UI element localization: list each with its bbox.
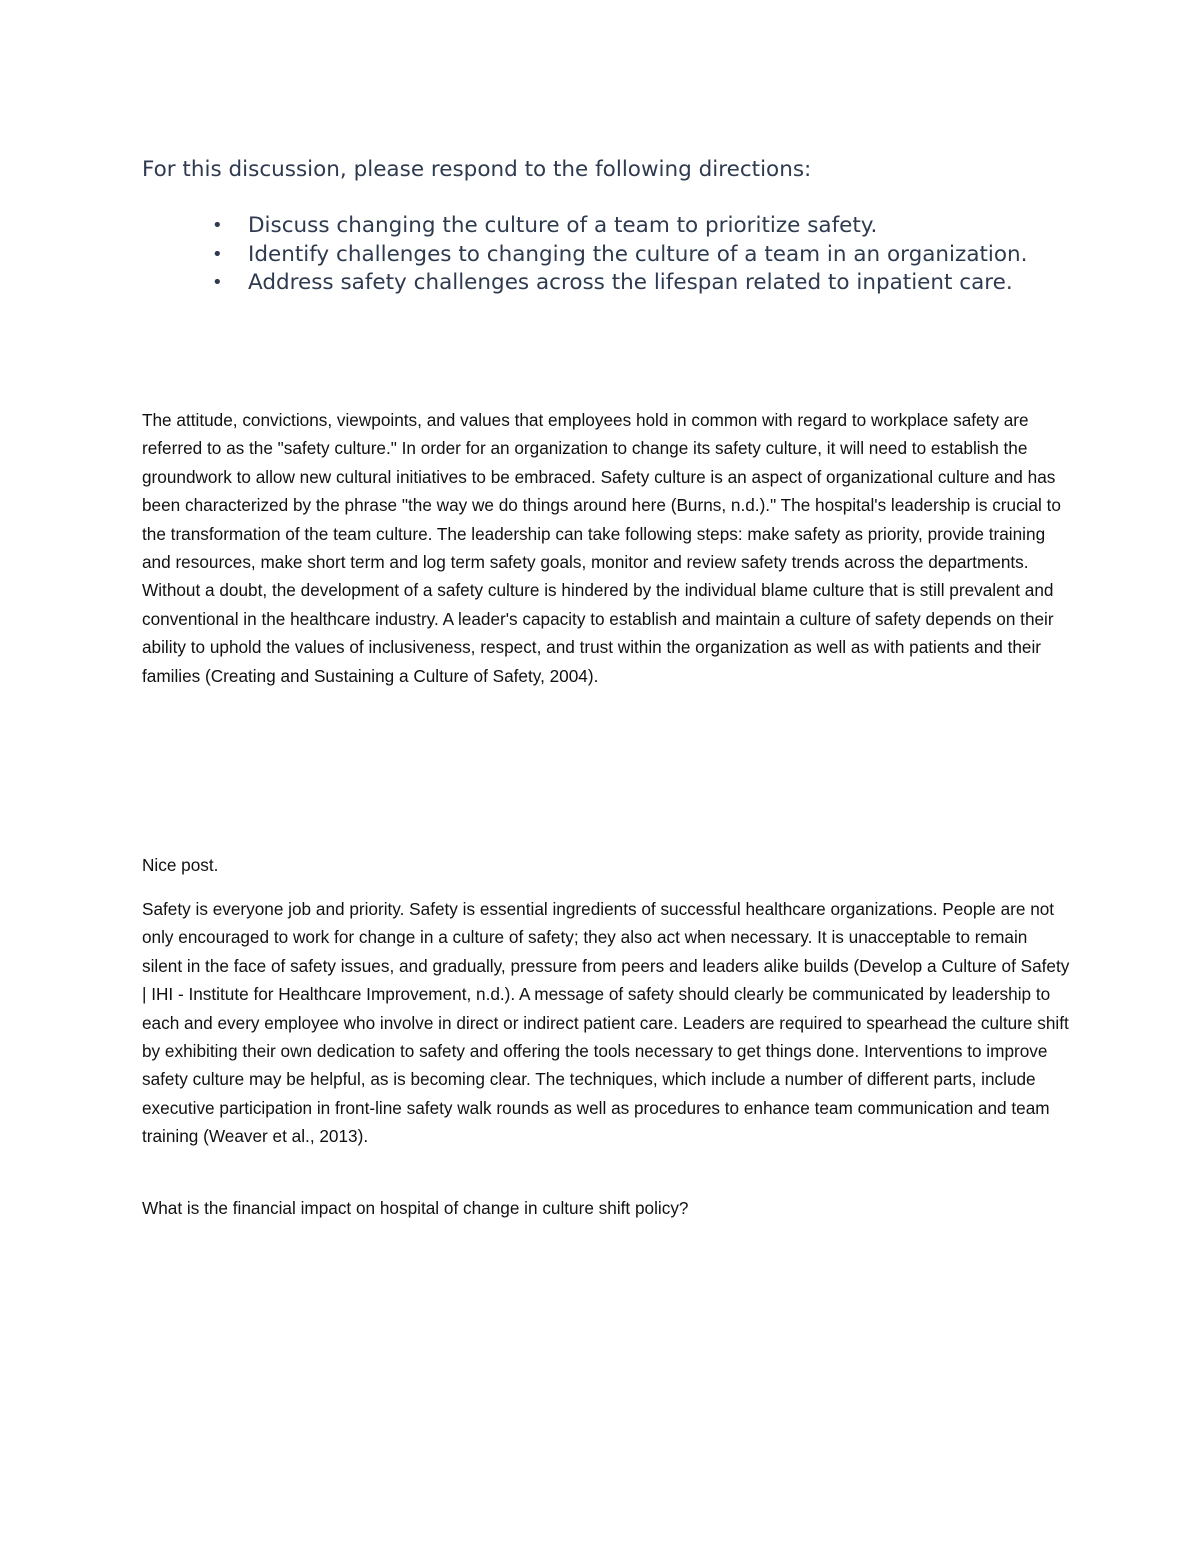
bullet-icon: • <box>212 243 223 265</box>
bullet-icon: • <box>212 272 223 293</box>
response-paragraph: The attitude, convictions, viewpoints, and values that employees hold in common with regard to workplace safety are referred to as the "safety culture." In order for an organization to change its safety culture, it will need to establish the groundwork to allow new cultural initiatives to be embraced. Safety culture is an aspect of organizational culture and has been characterized by the phrase "the way we do things around here (Burns, n.d.)." The hospital's leadership is crucial to the transformation of the team culture. The leadership can take following steps: make safety as priority, provide training and resources, make short term and log term safety goals, monitor and review safety trends across the departments. Without a doubt, the development of a safety culture is hindered by the individual blame culture that is still prevalent and conventional in the healthcare industry. A leader's capacity to establish and maintain a culture of safety depends on their ability to uphold the values of inclusiveness, respect, and trust within the organization as well as with patients and their families (Creating and Sustaining a Culture of Safety, 2004). <box>142 410 1061 686</box>
directions-list <box>142 212 1062 298</box>
direction-text: Identify challenges to changing the culture of a team in an organization. <box>248 241 1028 267</box>
bullet-icon: • <box>212 215 223 236</box>
directions-list-item <box>142 241 1062 270</box>
directions-list-item <box>142 212 1062 241</box>
direction-text: Address safety challenges across the lifespan related to inpatient care. <box>248 270 1013 295</box>
reply-question: What is the financial impact on hospital of change in culture shift policy? <box>142 1198 689 1218</box>
discussion-prompt-heading: For this discussion, please respond to the following directions: <box>142 157 812 182</box>
reply-greeting: Nice post. <box>142 855 219 875</box>
direction-text: Discuss changing the culture of a team to prioritize safety. <box>248 213 878 238</box>
directions-list-item <box>142 269 1062 298</box>
reply-paragraph: Safety is everyone job and priority. Safety is essential ingredients of successful healthcare organizations. People are not only encouraged to work for change in a culture of safety; they also act when necessary. It is unacceptable to remain silent in the face of safety issues, and gradually, pressure from peers and leaders alike builds (Develop a Culture of Safety | IHI - Institute for Healthcare Improvement, n.d.). A message of safety should clearly be communicated by leadership to each and every employee who involve in direct or indirect patient care. Leaders are required to spearhead the culture shift by exhibiting their own dedication to safety and offering the tools necessary to get things done. Interventions to improve safety culture may be helpful, as is becoming clear. The techniques, which include a number of different parts, include executive participation in front-line safety walk rounds as well as procedures to enhance team communication and team training (Weaver et al., 2013). <box>142 899 1070 1147</box>
